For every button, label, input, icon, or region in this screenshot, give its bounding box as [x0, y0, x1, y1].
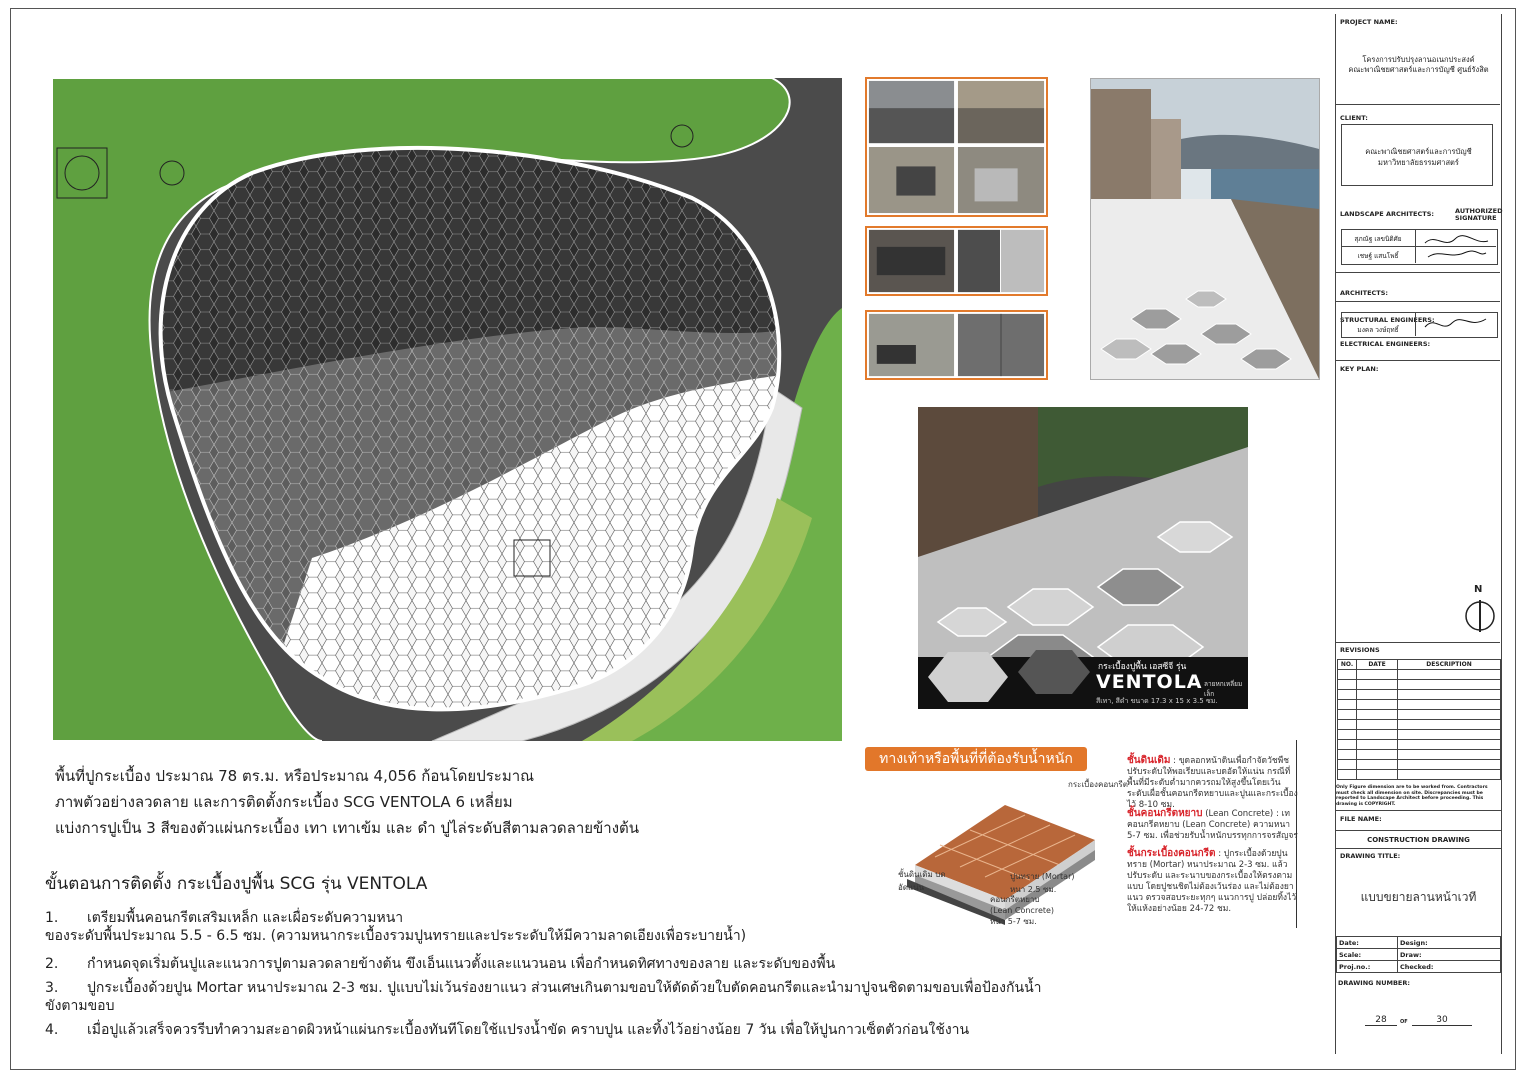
riverside-walkway-photo	[1090, 78, 1320, 380]
file-name-label: FILE NAME:	[1340, 815, 1382, 823]
keyplan-label: KEY PLAN:	[1340, 365, 1379, 373]
landscape-person-2: เชษฐ์ แสนโพธิ์	[1357, 252, 1399, 260]
col-no: NO.	[1338, 660, 1357, 670]
ventola-product-photo	[918, 407, 1248, 709]
site-plan	[52, 78, 842, 741]
spec-tile	[1127, 848, 1299, 915]
divider	[1296, 740, 1297, 928]
proj-no-label: Proj.no.:	[1337, 961, 1398, 973]
table-row	[1338, 700, 1501, 710]
structural-label: STRUCTURAL ENGINEERS:	[1340, 316, 1435, 324]
product-name: VENTOLA	[1096, 671, 1203, 693]
divider	[1335, 810, 1502, 811]
spec-text: : ปูกระเบื้องด้วยปูนทราย (Mortar) หนาประมาณ 2-3 ซม. แล้วปรับระดับ และระนาบของกระเบื้องให้ตรงตามแบบ โดยปูชนชิดไม่ต้องเว้นร่อง และไม่ต้องยาแนว ตรวจสอบระยะทุกๆ แนวการปู ปล่อยทิ้งไว้ให้แห้งอย่างน้อย 24-72 ชม.	[1127, 849, 1297, 914]
product-tagline: กระเบื้องปูพื้น เอสซีจี รุ่น	[1098, 662, 1187, 672]
date-label: Date:	[1337, 937, 1398, 949]
step-text: เมื่อปูแล้วเสร็จควรรีบทำความสะอาดผิวหน้าแผ่นกระเบื้องทันทีโดยใช้แปรงน้ำขัด คราบปูน และทิ้งไว้อย่างน้อย 7 วัน เพื่อให้ปูนกาวเซ็ตตัวก่อนใช้งาน	[87, 1022, 970, 1038]
spec-text: (Lean Concrete) : เทคอนกรีตหยาบ (Lean Concrete) ความหนา 5-7 ซม. เพื่อช่วยรับน้ำหนักบรรทุกการจรสัญจร	[1127, 809, 1298, 841]
architects-label: ARCHITECTS:	[1340, 289, 1389, 297]
table-header	[1338, 660, 1501, 670]
revisions-label: REVISIONS	[1340, 646, 1380, 654]
table-row	[1338, 750, 1501, 760]
client-2: มหาวิทยาลัยธรรมศาสตร์	[1378, 158, 1459, 167]
client-label: CLIENT:	[1340, 114, 1368, 122]
col-description: DESCRIPTION	[1398, 660, 1501, 670]
sheet-total: 30	[1412, 1015, 1472, 1026]
installation-photo-group-3	[865, 310, 1048, 380]
drawing-number-label: DRAWING NUMBER:	[1338, 979, 1410, 987]
sheet-number: 28	[1365, 1015, 1397, 1026]
drawing-title-label: DRAWING TITLE:	[1340, 852, 1401, 860]
spec-base	[1127, 755, 1299, 811]
step-text: เตรียมพื้นคอนกรีตเสริมเหล็ก และเผื่อระดับความหนา	[87, 910, 404, 926]
product-spec: สีเทา, สีดำ ขนาด 17.3 x 15 x 3.5 ซม.	[1096, 697, 1218, 705]
table-row	[1338, 690, 1501, 700]
design-label: Design:	[1398, 937, 1501, 949]
divider	[1335, 848, 1502, 849]
step-3	[45, 979, 1125, 1015]
step-2	[45, 955, 1125, 973]
product-subtitle: ลายหกเหลี่ยมเล็ก	[1204, 680, 1243, 698]
step-number: 4.	[45, 1022, 59, 1038]
label-base: ชั้นดินเดิม บดอัดแน่น	[898, 870, 946, 892]
divider	[1335, 830, 1502, 831]
checked-label: Checked:	[1398, 961, 1501, 973]
spec-heading: ชั้นคอนกรีตหยาบ	[1127, 808, 1203, 819]
table-row	[1338, 720, 1501, 730]
step-number: 3.	[45, 980, 59, 996]
scale-label: Scale:	[1337, 949, 1398, 961]
legend-banner: ทางเท้าหรือพื้นที่ที่ต้องรับน้ำหนัก	[865, 747, 1087, 771]
col-date: DATE	[1357, 660, 1398, 670]
spec-heading: ชั้นกระเบื้องคอนกรีต	[1127, 848, 1216, 859]
client-1: คณะพาณิชยศาสตร์และการบัญชี	[1365, 147, 1472, 156]
label-lean: คอนกรีตหยาบ (Lean Concrete) หนา 5-7 ซม.	[990, 895, 1055, 926]
drawing-info-table	[1336, 936, 1501, 973]
spec-lean	[1127, 808, 1299, 842]
landscape-label: LANDSCAPE ARCHITECTS:	[1340, 210, 1434, 218]
table-row	[1338, 710, 1501, 720]
project-label: PROJECT NAME:	[1340, 18, 1398, 26]
table-row	[1338, 770, 1501, 780]
table-row	[1338, 680, 1501, 690]
step-4	[45, 1021, 1125, 1039]
table-row	[1338, 740, 1501, 750]
note-colors: แบ่งการปูเป็น 3 สีของตัวแผ่นกระเบื้อง เทา เทาเข้ม และ ดำ ปูไล่ระดับสีตามลวดลายข้างต้น	[55, 819, 640, 837]
structural-person: มงคล วงษ์ฤทธิ์	[1357, 326, 1399, 334]
construction-drawing: CONSTRUCTION DRAWING	[1367, 836, 1470, 844]
draw-label: Draw:	[1398, 949, 1501, 961]
step-number: 1.	[45, 910, 59, 926]
spec-text: : ขุดลอกหน้าดินเพื่อกำจัดวัชพืช ปรับระดับให้พอเรียบและบดอัดให้แน่น กรณีที่พื้นที่มีระดับต่ำมากควรถมให้สูงขึ้นโดยเว้นระดับเผื่อชั้นคอนกรีตหยาบและปูนและกระเบื้องไว้ 8-10 ซม.	[1127, 756, 1298, 810]
spec-heading: ชั้นดินเดิม	[1127, 755, 1171, 766]
signature-1	[1420, 231, 1492, 261]
step-text: ปูกระเบื้องด้วยปูน Mortar หนาประมาณ 2-3 ซม. ปูแบบไม่เว้นร่องยาแนว ส่วนเศษเกินตามขอบให้ตัดด้วยใบตัดคอนกรีตและนำมาปูจนชิดตามขอบเพื่อป้องกันน้ำ	[87, 980, 1042, 996]
authorized-label: AUTHORIZED SIGNATURE	[1455, 207, 1503, 222]
project-name-1: โครงการปรับปรุงลานอเนกประสงค์	[1362, 55, 1475, 64]
step-text: กำหนดจุดเริ่มต้นปูและแนวการปูตามลวดลายข้างต้น ขึงเอ็นแนวตั้งและแนวนอน เพื่อกำหนดทิศทางของลาย และระดับของพื้น	[87, 956, 836, 972]
revisions-table	[1337, 659, 1501, 780]
label-tile: กระเบื้องคอนกรีต	[1068, 780, 1128, 789]
step-text-cont: ขังตามขอบ	[45, 998, 115, 1014]
label-mortar: ปูนทราย (Mortar) หนา 2.5 ซม.	[1010, 872, 1075, 894]
step-number: 2.	[45, 956, 59, 972]
note-sample: ภาพตัวอย่างลวดลาย และการติดตั้งกระเบื้อง SCG VENTOLA 6 เหลี่ยม	[55, 793, 513, 811]
landscape-person-1: สุภณัฐ เลขนิติศัย	[1354, 235, 1402, 243]
table-row	[1338, 730, 1501, 740]
of-label: OF	[1400, 1019, 1408, 1025]
table-row	[1338, 760, 1501, 770]
drawing-title: แบบขยายลานหน้าเวที	[1360, 890, 1477, 904]
north-label: N	[1474, 584, 1483, 595]
step-text-cont: ของระดับพื้นประมาณ 5.5 - 6.5 ซม. (ความหนากระเบื้องรวมปูนทรายและประระดับให้มีความลาดเอียงเพื่อระบายน้ำ)	[45, 928, 747, 944]
box-divider	[1415, 312, 1416, 336]
steps-title: ขั้นตอนการติดตั้ง กระเบื้องปูพื้น SCG รุ่น VENTOLA	[45, 874, 428, 894]
disclaimer: Only Figure dimension are to be worked from. Contractors must check all dimension on site. Discrepancies must be reported to Landscape Architect before proceeding. This drawing is COPYRIGHT.	[1336, 785, 1488, 807]
installation-photo-group-1	[865, 77, 1048, 217]
project-name-2: คณะพาณิชยศาสตร์และการบัญชี ศูนย์รังสิต	[1348, 65, 1489, 74]
note-area: พื้นที่ปูกระเบื้อง ประมาณ 78 ตร.ม. หรือประมาณ 4,056 ก้อนโดยประมาณ	[55, 767, 535, 785]
signature-2	[1420, 313, 1492, 335]
installation-photo-group-2	[865, 226, 1048, 296]
table-row	[1338, 670, 1501, 680]
electrical-label: ELECTRICAL ENGINEERS:	[1340, 340, 1431, 348]
